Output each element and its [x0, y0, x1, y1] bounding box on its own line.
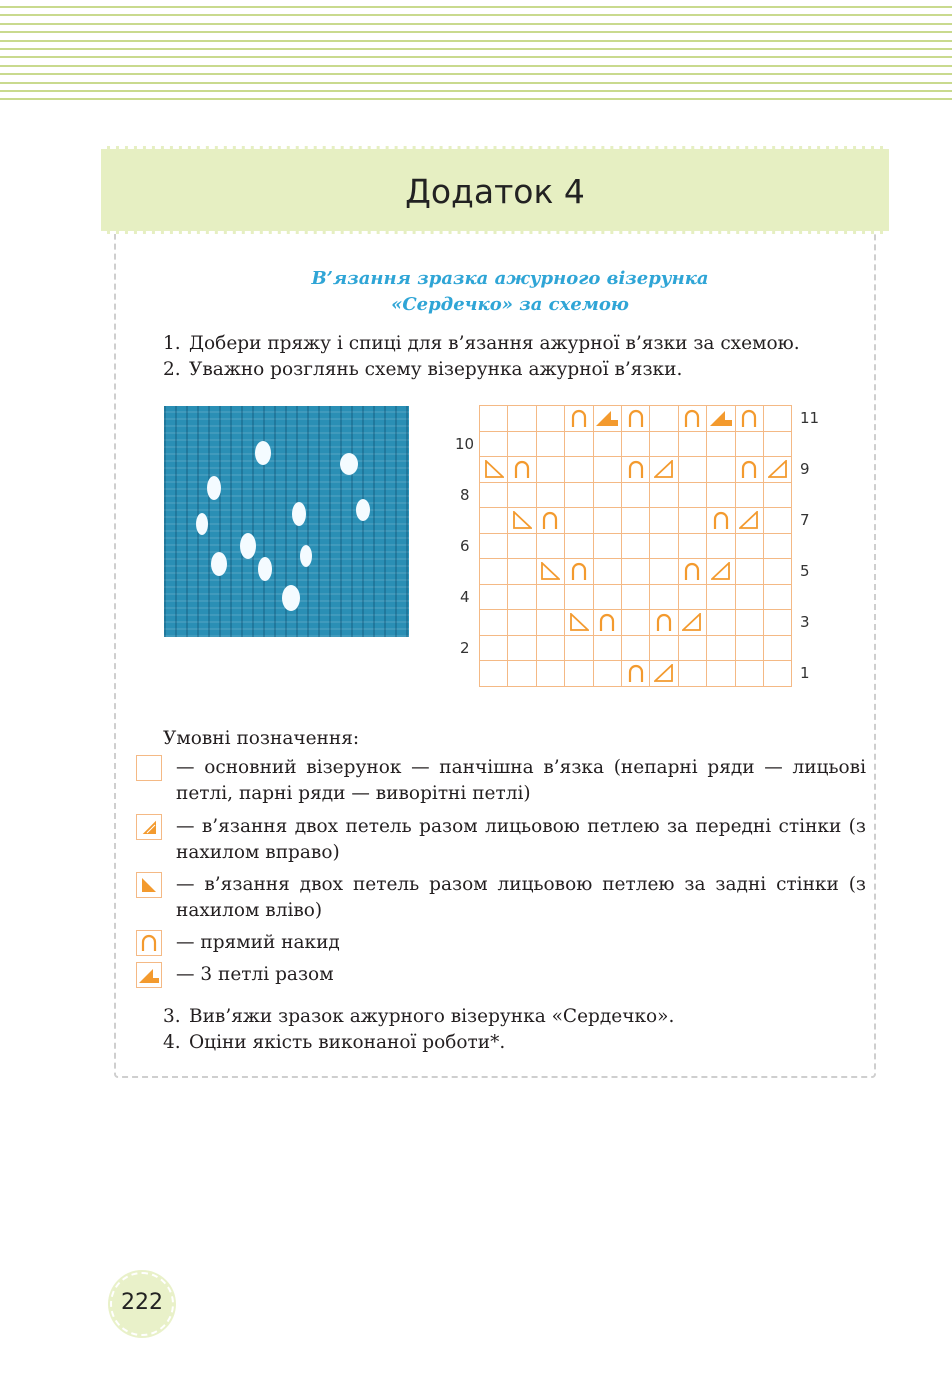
decrease-right-icon: [654, 460, 674, 478]
yarn-over-icon: [571, 408, 587, 428]
three-together-icon: [136, 962, 162, 988]
page-number: 222: [121, 1290, 163, 1315]
step-number: 4.: [163, 1032, 181, 1053]
chart-cell: [650, 610, 678, 636]
chart-cell: [764, 432, 792, 458]
chart-cell: [679, 534, 707, 560]
chart-cell: [707, 483, 735, 509]
decrease-right-icon: [682, 613, 702, 631]
chart-cell: [594, 432, 622, 458]
header-stripe: [0, 82, 952, 84]
chart-cell: [622, 432, 650, 458]
header-stripe: [0, 6, 952, 8]
decrease-right-icon: [711, 562, 731, 580]
chart-cell: [707, 661, 735, 687]
chart-cell: [650, 406, 678, 432]
decrease-left-icon: [540, 562, 560, 580]
row-number-left: 6: [460, 536, 470, 555]
step-number: 1.: [163, 333, 181, 354]
three-together-icon: [710, 409, 732, 427]
legend-text: — 3 петлі разом: [176, 964, 334, 985]
chart-cell: [650, 457, 678, 483]
chart-cell: [736, 432, 764, 458]
chart-cell: [679, 432, 707, 458]
header-stripe: [0, 48, 952, 50]
step-1: [163, 333, 800, 354]
chart-cell: [679, 406, 707, 432]
chart-cell: [508, 585, 536, 611]
chart-cell: [594, 534, 622, 560]
chart-cell: [480, 559, 508, 585]
chart-cell: [764, 585, 792, 611]
step-number: 2.: [163, 359, 181, 380]
chart-cell: [480, 457, 508, 483]
chart-cell: [679, 636, 707, 662]
chart-cell: [679, 559, 707, 585]
decrease-right-icon: [654, 664, 674, 682]
step-2: [163, 359, 682, 380]
chart-cell: [764, 508, 792, 534]
chart-cell: [736, 610, 764, 636]
appendix-banner: [101, 146, 889, 234]
legend-title: Умовні позначення:: [163, 728, 360, 749]
chart-cell: [594, 406, 622, 432]
yarn-over-icon: [136, 930, 162, 956]
chart-cell: [594, 483, 622, 509]
chart-cell: [679, 483, 707, 509]
header-stripe: [0, 14, 952, 16]
chart-cell: [594, 585, 622, 611]
chart-cell: [764, 661, 792, 687]
chart-cell: [565, 508, 593, 534]
step-3: [163, 1006, 674, 1027]
chart-cell: [622, 661, 650, 687]
header-stripe: [0, 65, 952, 67]
chart-cell: [707, 559, 735, 585]
chart-cell: [537, 457, 565, 483]
chart-cell: [679, 508, 707, 534]
chart-cell: [650, 661, 678, 687]
chart-cell: [679, 661, 707, 687]
chart-cell: [537, 432, 565, 458]
chart-cell: [764, 636, 792, 662]
chart-cell: [565, 432, 593, 458]
chart-cell: [764, 406, 792, 432]
row-number-right: 7: [800, 511, 810, 529]
chart-cell: [736, 559, 764, 585]
chart-cell: [565, 661, 593, 687]
chart-cell: [622, 483, 650, 509]
chart-cell: [650, 508, 678, 534]
chart-cell: [537, 508, 565, 534]
row-number-right: 5: [800, 562, 810, 580]
chart-cell: [622, 406, 650, 432]
chart-cell: [622, 636, 650, 662]
header-stripe: [0, 90, 952, 92]
header-stripe: [0, 56, 952, 58]
chart-cell: [736, 636, 764, 662]
chart-cell: [594, 610, 622, 636]
chart-cell: [622, 559, 650, 585]
chart-cell: [707, 508, 735, 534]
chart-cell: [565, 610, 593, 636]
knitting-chart: [479, 405, 792, 687]
chart-cell: [508, 534, 536, 560]
chart-cell: [480, 636, 508, 662]
chart-cell: [480, 406, 508, 432]
chart-cell: [508, 661, 536, 687]
step-4: [163, 1032, 505, 1053]
appendix-title: Додаток 4: [405, 172, 585, 211]
chart-cell: [622, 457, 650, 483]
chart-cell: [679, 457, 707, 483]
chart-cell: [650, 483, 678, 509]
chart-cell: [650, 534, 678, 560]
chart-cell: [622, 585, 650, 611]
chart-cell: [565, 534, 593, 560]
decrease-left-icon: [512, 511, 532, 529]
chart-cell: [707, 636, 735, 662]
step-number: 3.: [163, 1006, 181, 1027]
row-number-left: 10: [455, 434, 475, 453]
chart-cell: [565, 457, 593, 483]
header-stripe: [0, 98, 952, 100]
header-stripe: [0, 23, 952, 25]
chart-cell: [594, 661, 622, 687]
row-number-right: 11: [800, 409, 820, 427]
chart-cell: [480, 432, 508, 458]
row-number-left: 2: [460, 638, 470, 657]
chart-cell: [508, 508, 536, 534]
chart-cell: [736, 483, 764, 509]
chart-cell: [508, 406, 536, 432]
chart-cell: [736, 661, 764, 687]
yarn-over-icon: [684, 408, 700, 428]
chart-cell: [508, 610, 536, 636]
chart-cell: [537, 483, 565, 509]
chart-cell: [679, 585, 707, 611]
legend-text: — в’язання двох петель разом лицьовою петлею за передні стінки (з нахилом вправо): [176, 816, 866, 863]
chart-cell: [565, 585, 593, 611]
chart-cell: [764, 559, 792, 585]
chart-cell: [508, 636, 536, 662]
yarn-over-icon: [684, 561, 700, 581]
row-number-left: 4: [460, 587, 470, 606]
chart-cell: [707, 406, 735, 432]
yarn-over-icon: [571, 561, 587, 581]
chart-cell: [650, 585, 678, 611]
yarn-over-icon: [514, 459, 530, 479]
header-stripe: [0, 31, 952, 33]
chart-cell: [508, 432, 536, 458]
yarn-over-icon: [713, 510, 729, 530]
step-text: Уважно розглянь схему візерунка ажурної в’язки.: [189, 359, 683, 380]
chart-cell: [537, 406, 565, 432]
header-stripes: [0, 0, 952, 104]
legend-text: — в’язання двох петель разом лицьовою петлею за задні стінки (з нахилом вліво): [176, 874, 866, 921]
row-number-right: 1: [800, 664, 810, 682]
three-together-icon: [596, 409, 618, 427]
step-text: Добери пряжу і спиці для в’язання ажурної в’язки за схемою.: [189, 333, 800, 354]
chart-cell: [764, 483, 792, 509]
empty-cell-icon: [136, 755, 162, 781]
chart-cell: [537, 534, 565, 560]
step-text: Оціни якість виконаної роботи*.: [189, 1032, 506, 1053]
step-text: Вив’яжи зразок ажурного візерунка «Сердечко».: [189, 1006, 675, 1027]
chart-cell: [480, 483, 508, 509]
chart-cell: [736, 508, 764, 534]
chart-cell: [480, 610, 508, 636]
chart-cell: [622, 610, 650, 636]
chart-cell: [736, 534, 764, 560]
chart-cell: [707, 610, 735, 636]
chart-cell: [707, 457, 735, 483]
chart-cell: [508, 483, 536, 509]
chart-cell: [565, 483, 593, 509]
yarn-over-icon: [628, 459, 644, 479]
chart-cell: [594, 508, 622, 534]
chart-cell: [480, 508, 508, 534]
yarn-over-icon: [656, 612, 672, 632]
decrease-right-icon: [136, 814, 162, 840]
chart-cell: [537, 585, 565, 611]
chart-cell: [622, 534, 650, 560]
chart-cell: [736, 457, 764, 483]
chart-cell: [707, 432, 735, 458]
row-number-right: 3: [800, 613, 810, 631]
chart-cell: [480, 534, 508, 560]
chart-cell: [537, 610, 565, 636]
chart-cell: [594, 457, 622, 483]
chart-cell: [565, 406, 593, 432]
yarn-over-icon: [599, 612, 615, 632]
header-stripe: [0, 73, 952, 75]
chart-cell: [764, 534, 792, 560]
decrease-left-icon: [484, 460, 504, 478]
section-subtitle-line1: В’язання зразка ажурного візерунка: [311, 268, 709, 289]
chart-cell: [508, 457, 536, 483]
yarn-over-icon: [741, 408, 757, 428]
chart-cell: [480, 661, 508, 687]
decrease-right-icon: [768, 460, 788, 478]
chart-cell: [736, 585, 764, 611]
section-subtitle-line2: «Сердечко» за схемою: [391, 294, 629, 315]
legend-text: — основний візерунок — панчішна в’язка (непарні ряди — лицьові петлі, парні ряди — виворітні петлі): [176, 757, 866, 804]
decrease-left-icon: [136, 872, 162, 898]
chart-cell: [565, 636, 593, 662]
row-number-left: 8: [460, 485, 470, 504]
chart-cell: [622, 508, 650, 534]
chart-cell: [650, 432, 678, 458]
chart-cell: [537, 661, 565, 687]
chart-cell: [707, 534, 735, 560]
yarn-over-icon: [628, 408, 644, 428]
chart-cell: [537, 636, 565, 662]
chart-cell: [565, 559, 593, 585]
yarn-over-icon: [628, 663, 644, 683]
row-number-right: 9: [800, 460, 810, 478]
decrease-right-icon: [739, 511, 759, 529]
chart-cell: [650, 636, 678, 662]
chart-cell: [480, 585, 508, 611]
page-number-badge: [110, 1272, 174, 1336]
yarn-over-icon: [542, 510, 558, 530]
decrease-left-icon: [569, 613, 589, 631]
header-stripe: [0, 40, 952, 42]
yarn-over-icon: [741, 459, 757, 479]
chart-cell: [508, 559, 536, 585]
chart-cell: [650, 559, 678, 585]
chart-cell: [764, 457, 792, 483]
chart-cell: [679, 610, 707, 636]
chart-cell: [736, 406, 764, 432]
chart-cell: [707, 585, 735, 611]
chart-cell: [764, 610, 792, 636]
chart-cell: [537, 559, 565, 585]
knitted-sample-photo: [164, 406, 409, 637]
chart-cell: [594, 636, 622, 662]
chart-cell: [594, 559, 622, 585]
legend-text: — прямий накид: [176, 932, 340, 953]
